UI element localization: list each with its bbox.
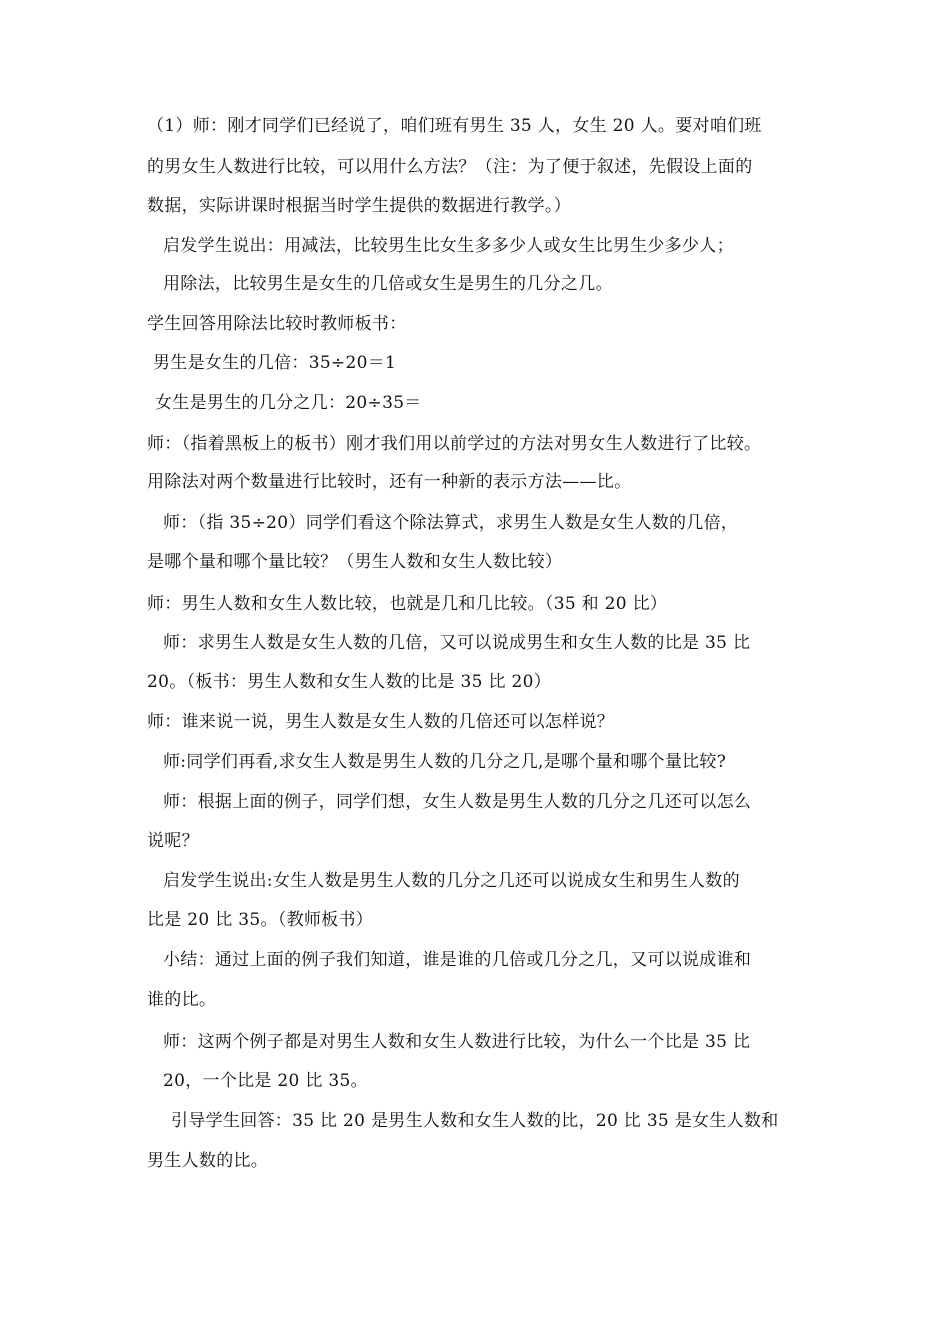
text-line: 师：谁来说一说，男生人数是女生人数的几倍还可以怎样说？ — [147, 712, 615, 732]
text-line: 说呢？ — [147, 831, 199, 851]
text-line: 师：（指 35÷20）同学们看这个除法算式，求男生人数是女生人数的几倍， — [163, 513, 739, 533]
text-line: 启发学生说出：用减法，比较男生比女生多多少人或女生比男生少多少人； — [163, 236, 734, 256]
text-line: 20。（板书：男生人数和女生人数的比是 35 比 20） — [147, 672, 552, 692]
text-line: 师:同学们再看,求女生人数是男生人数的几分之几,是哪个量和哪个量比较? — [163, 752, 727, 772]
text-line: 20，一个比是 20 比 35。 — [163, 1071, 368, 1091]
text-line: 用除法对两个数量进行比较时，还有一种新的表示方法——比。 — [147, 472, 632, 492]
text-line: 师：男生人数和女生人数比较，也就是几和几比较。（35 和 20 比） — [147, 594, 668, 614]
text-line: 是哪个量和哪个量比较？（男生人数和女生人数比较） — [147, 552, 563, 572]
text-line: 引导学生回答：35 比 20 是男生人数和女生人数的比，20 比 35 是女生人数和 — [171, 1111, 779, 1131]
text-line: 启发学生说出:女生人数是男生人数的几分之几还可以说成女生和男生人数的 — [163, 871, 740, 891]
text-line: 男生是女生的几倍：35÷20＝1 — [153, 353, 397, 373]
text-line: 男生人数的比。 — [147, 1151, 269, 1171]
text-line: 谁的比。 — [147, 990, 217, 1010]
text-line: 的男女生人数进行比较，可以用什么方法？（注：为了便于叙述，先假设上面的 — [147, 157, 753, 177]
text-line: 师：求男生人数是女生人数的几倍，又可以说成男生和女生人数的比是 35 比 — [163, 633, 751, 653]
text-line: 师：根据上面的例子，同学们想，女生人数是男生人数的几分之几还可以怎么 — [163, 792, 752, 812]
text-line: 比是 20 比 35。（教师板书） — [147, 910, 374, 930]
text-line: 数据，实际讲课时根据当时学生提供的数据进行教学。） — [147, 196, 571, 216]
text-line: 学生回答用除法比较时教师板书： — [147, 314, 407, 334]
text-line: 师：（指着黑板上的板书）刚才我们用以前学过的方法对男女生人数进行了比较。 — [147, 434, 762, 454]
text-line: 小结：通过上面的例子我们知道，谁是谁的几倍或几分之几，又可以说成谁和 — [163, 950, 752, 970]
text-line: （1）师：刚才同学们已经说了，咱们班有男生 35 人，女生 20 人。要对咱们班 — [147, 116, 762, 136]
text-line: 女生是男生的几分之几：20÷35＝ — [155, 393, 422, 413]
text-line: 用除法，比较男生是女生的几倍或女生是男生的几分之几。 — [163, 274, 613, 294]
text-line: 师：这两个例子都是对男生人数和女生人数进行比较，为什么一个比是 35 比 — [163, 1032, 751, 1052]
